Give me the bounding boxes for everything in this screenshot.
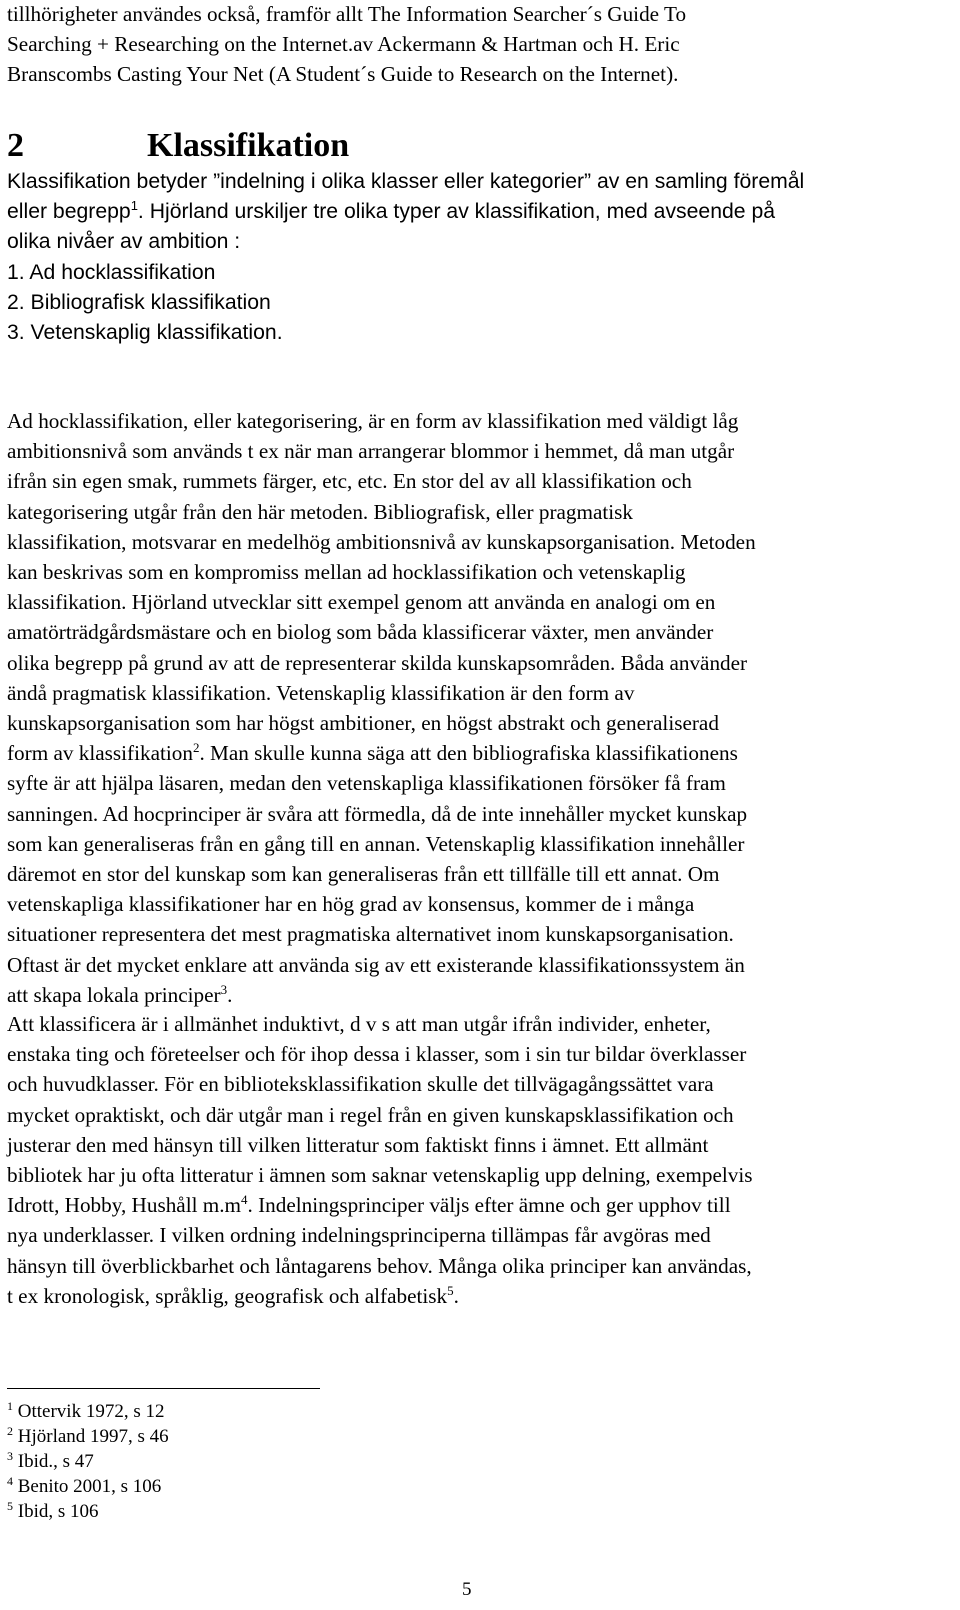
intro-line: Searching + Researching on the Internet.av Ackermann & Hartman och H. Eric <box>7 32 680 57</box>
definition-line: olika nivåer av ambition : <box>7 230 241 254</box>
paragraph-line: hänsyn till överblickbarhet och låntagarens behov. Många olika principer kan användas, <box>7 1253 752 1278</box>
footnote-ref: 4 <box>241 1192 248 1208</box>
definition-paragraph <box>7 167 804 348</box>
footnote-text: Ottervik 1972, s 12 <box>17 1401 165 1422</box>
paragraph-text: form av klassifikation <box>7 741 193 766</box>
paragraph-line <box>7 738 756 768</box>
paragraph-text: att skapa lokala principer <box>7 982 221 1007</box>
paragraph-line <box>7 1190 753 1220</box>
paragraph-line: justerar den med hänsyn till vilken litteratur som faktiskt finns i ämnet. Ett allmänt <box>7 1132 709 1157</box>
classification-paragraph <box>7 406 756 1010</box>
definition-line: Klassifikation betyder ”indelning i olika klasser eller kategorier” av en samling föremål <box>7 170 805 193</box>
paragraph-line: bibliotek har ju ofta litteratur i ämnen som saknar vetenskaplig upp delning, exempelvis <box>7 1163 753 1188</box>
paragraph-line <box>7 980 756 1010</box>
footnote-text: Hjörland 1997, s 46 <box>17 1426 169 1447</box>
paragraph-line: klassifikation, motsvarar en medelhög ambitionsnivå av kunskapsorganisation. Metoden <box>7 529 756 554</box>
footnote-number: 5 <box>7 1499 13 1513</box>
paragraph-text: . Man skulle kunna säga att den bibliografiska klassifikationens <box>199 741 738 766</box>
footnote-ref: 1 <box>130 198 138 214</box>
footnote-number: 3 <box>7 1449 13 1463</box>
footnote-ref: 3 <box>220 981 228 997</box>
definition-text: eller begrepp <box>7 200 131 224</box>
paragraph-line: Ad hocklassifikation, eller kategorisering, är en form av klassifikation med väldigt låg <box>7 409 739 433</box>
footnote-ref: 5 <box>447 1282 454 1298</box>
footnote <box>7 1449 169 1474</box>
paragraph-line: Att klassificera är i allmänhet induktivt, d v s att man utgår ifrån individer, enheter, <box>7 1012 711 1036</box>
footnote <box>7 1399 169 1424</box>
paragraph-line: kategorisering utgår från den här metoden. Bibliografisk, eller pragmatisk <box>7 499 634 524</box>
footnote <box>7 1499 169 1524</box>
footnote-separator <box>7 1388 320 1389</box>
paragraph-line: ändå pragmatisk klassifikation. Vetenskaplig klassifikation är den form av <box>7 680 635 705</box>
list-item: 3. Vetenskaplig klassifikation. <box>7 321 283 345</box>
paragraph-text: . Indelningsprinciper väljs efter ämne och ger upphov till <box>247 1193 731 1218</box>
list-item: 2. Bibliografisk klassifikation <box>7 290 271 314</box>
paragraph-text: Idrott, Hobby, Hushåll m.m <box>7 1193 242 1218</box>
footnote-text: Ibid., s 47 <box>17 1451 94 1472</box>
paragraph-line: situationer representera det mest pragmatiska alternativet inom kunskapsorganisation. <box>7 922 734 947</box>
paragraph-line: kunskapsorganisation som har högst ambitioner, en högst abstrakt och generaliserad <box>7 711 719 736</box>
paragraph-line: nya underklasser. I vilken ordning indelningsprinciperna tillämpas får avgöras med <box>7 1223 711 1248</box>
paragraph-line: mycket opraktiskt, och där utgår man i regel från en given kunskapsklassifikation och <box>7 1102 734 1127</box>
paragraph-line: som kan generaliseras från en gång till en annan. Vetenskaplig klassifikation innehåller <box>7 831 745 856</box>
paragraph-line: ambitionsnivå som används t ex när man arrangerar blommor i hemmet, då man utgår <box>7 439 735 464</box>
paragraph-line <box>7 1281 753 1311</box>
paragraph-line: amatörträdgårdsmästare och en biolog som båda klassificerar växter, men använder <box>7 620 714 645</box>
footnote-text: Ibid, s 106 <box>17 1501 99 1522</box>
paragraph-line: enstaka ting och företeelser och för ihop dessa i klasser, som i sin tur bildar överklasser <box>7 1042 747 1067</box>
paragraph-line: och huvudklasser. För en biblioteksklassifikation skulle det tillvägagångssättet vara <box>7 1072 714 1097</box>
paragraph-text: . <box>453 1283 459 1308</box>
section-heading <box>7 126 349 166</box>
paragraph-line: klassifikation. Hjörland utvecklar sitt exempel genom att använda en analogi om en <box>7 590 716 615</box>
definition-text: . Hjörland urskiljer tre olika typer av klassifikation, med avseende på <box>137 200 776 224</box>
paragraph-text: t ex kronologisk, språklig, geografisk och alfabetisk <box>7 1283 448 1308</box>
footnote-number: 2 <box>7 1424 13 1438</box>
definition-line <box>7 197 804 227</box>
footnote-number: 1 <box>7 1399 13 1413</box>
footnote-ref: 2 <box>192 740 200 756</box>
intro-line: tillhörigheter användes också, framför allt The Information Searcher´s Guide To <box>7 2 687 26</box>
paragraph-line: Oftast är det mycket enklare att använda sig av ett existerande klassifikationssystem än <box>7 952 745 977</box>
footnote-text: Benito 2001, s 106 <box>17 1476 162 1497</box>
section-title: Klassifikation <box>147 127 350 164</box>
list-item: 1. Ad hocklassifikation <box>7 260 216 284</box>
intro-line: Branscombs Casting Your Net (A Student´s Guide to Research on the Internet). <box>7 62 679 87</box>
footnote <box>7 1424 169 1449</box>
footnotes <box>7 1399 169 1524</box>
paragraph-line: olika begrepp på grund av att de representerar skilda kunskapsområden. Båda använder <box>7 650 748 675</box>
paragraph-line: sanningen. Ad hocprinciper är svåra att förmedla, då de inte innehåller mycket kunskap <box>7 801 748 826</box>
paragraph-line: ifrån sin egen smak, rummets färger, etc, etc. En stor del av all klassifikation och <box>7 469 692 494</box>
paragraph-line: kan beskrivas som en kompromiss mellan ad hocklassifikation och vetenskaplig <box>7 560 686 585</box>
page-number: 5 <box>462 1579 472 1600</box>
intro-paragraph <box>7 0 686 90</box>
paragraph-line: däremot en stor del kunskap som kan generaliseras från ett tillfälle till ett annat. Om <box>7 862 720 887</box>
footnote <box>7 1474 169 1499</box>
section-number: 2 <box>7 127 24 164</box>
paragraph-text: . <box>227 982 233 1007</box>
induction-paragraph <box>7 1009 753 1311</box>
footnote-number: 4 <box>7 1474 13 1488</box>
paragraph-line: vetenskapliga klassifikationer har en hög grad av konsensus, kommer de i många <box>7 892 695 917</box>
paragraph-line: syfte är att hjälpa läsaren, medan den vetenskapliga klassifikationen försöker få fram <box>7 771 726 796</box>
